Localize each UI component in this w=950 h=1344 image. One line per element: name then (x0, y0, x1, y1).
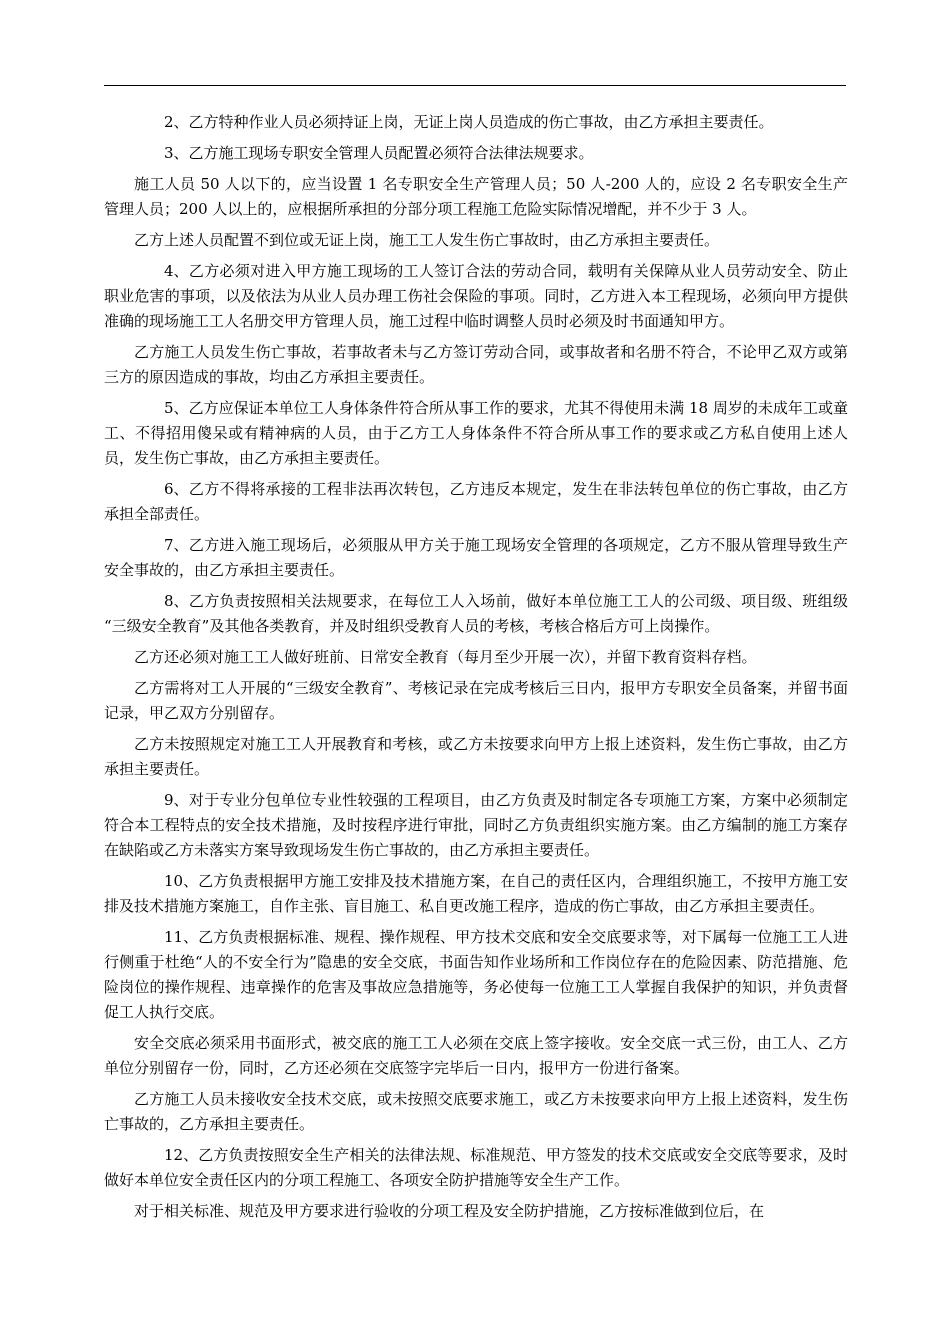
clause-paragraph (104, 1031, 848, 1081)
clause-text: 乙方上述人员配置不到位或无证上岗，施工工人发生伤亡事故时，由乙方承担主要责任。 (134, 231, 720, 249)
clause-paragraph (104, 1087, 848, 1137)
clause-text: 乙方还必须对施工工人做好班前、日常安全教育（每月至少开展一次），并留下教育资料存档。 (134, 648, 757, 666)
clause-number: 12、 (164, 1146, 199, 1164)
clause-text: 乙方负责根据甲方施工安排及技术措施方案，在自己的责任区内，合理组织施工，不按甲方施工安排及技术措施方案施工，自作主张、盲目施工、私自更改施工程序，造成的伤亡事故，由乙方承担主要责任。 (104, 872, 848, 915)
clause-paragraph (104, 1199, 848, 1224)
clause-text: 乙方应保证本单位工人身体条件符合所从事工作的要求，尤其不得使用未满 18 周岁的未成年工或童工、不得招用傻呆或有精神病的人员，由于乙方工人身体条件不符合所从事工作的要求或乙方私自使用上述人员，发生伤亡事故，由乙方承担主要责任。 (104, 399, 848, 467)
clause-paragraph (104, 141, 848, 166)
clause-paragraph (104, 1143, 848, 1193)
clause-paragraph (104, 645, 848, 670)
clause-text: 乙方不得将承接的工程非法再次转包，乙方违反本规定，发生在非法转包单位的伤亡事故，由乙方承担全部责任。 (104, 480, 848, 523)
clause-text: 乙方施工现场专职安全管理人员配置必须符合法律法规要求。 (188, 144, 594, 162)
clause-paragraph (104, 676, 848, 726)
header-rule (104, 85, 846, 86)
clause-number: 5、 (164, 399, 189, 417)
clause-paragraph (104, 110, 848, 135)
clause-paragraph (104, 172, 848, 222)
clause-number: 10、 (164, 872, 199, 890)
clause-text: 安全交底必须采用书面形式，被交底的施工工人必须在交底上签字接收。安全交底一式三份，由工人、乙方单位分别留存一份，同时，乙方还必须在交底签字完毕后一日内，报甲方一份进行备案。 (104, 1034, 848, 1077)
clause-text: 施工人员 50 人以下的，应当设置 1 名专职安全生产管理人员；50 人-200 人的，应设 2 名专职安全生产管理人员；200 人以上的，应根据所承担的分部分项工程施工危险实际情况增配，并不少于 3 人。 (104, 175, 848, 218)
clause-paragraph (104, 228, 848, 253)
clause-number: 9、 (164, 791, 189, 809)
clause-text: 乙方进入施工现场后，必须服从甲方关于施工现场安全管理的各项规定，乙方不服从管理导致生产安全事故的，由乙方承担主要责任。 (104, 536, 848, 579)
clause-number: 2、 (164, 113, 189, 131)
clause-paragraph (104, 732, 848, 782)
clause-paragraph (104, 788, 848, 863)
clause-paragraph (104, 589, 848, 639)
clause-text: 乙方负责按照安全生产相关的法律法规、标准规范、甲方签发的技术交底或安全交底等要求，及时做好本单位安全责任区内的分项工程施工、各项安全防护措施等安全生产工作。 (104, 1146, 848, 1189)
clause-number: 3、 (164, 144, 189, 162)
clause-text: 乙方未按照规定对施工工人开展教育和考核，或乙方未按要求向甲方上报上述资料，发生伤亡事故，由乙方承担主要责任。 (104, 735, 848, 778)
clause-paragraph (104, 925, 848, 1025)
document-body (104, 110, 848, 1230)
clause-text: 乙方施工人员未接收安全技术交底，或未按照交底要求施工，或乙方未按要求向甲方上报上述资料，发生伤亡事故的，乙方承担主要责任。 (104, 1090, 848, 1133)
clause-number: 6、 (164, 480, 189, 498)
clause-number: 7、 (164, 536, 189, 554)
clause-paragraph (104, 869, 848, 919)
clause-text: 乙方必须对进入甲方施工现场的工人签订合法的劳动合同，载明有关保障从业人员劳动安全、防止职业危害的事项，以及依法为从业人员办理工伤社会保险的事项。同时，乙方进入本工程现场，必须向甲方提供准确的现场施工工人名册交甲方管理人员，施工过程中临时调整人员时必须及时书面通知甲方。 (104, 262, 848, 330)
clause-text: 乙方负责根据标准、规程、操作规程、甲方技术交底和安全交底要求等，对下属每一位施工工人进行侧重于杜绝“人的不安全行为”隐患的安全交底，书面告知作业场所和工作岗位存在的危险因素、防范措施、危险岗位的操作规程、违章操作的危害及事故应急措施等，务必使每一位施工工人掌握自我保护的知识，并负责督促工人执行交底。 (104, 928, 848, 1021)
clause-text: 对于相关标准、规范及甲方要求进行验收的分项工程及安全防护措施，乙方按标准做到位后，在 (134, 1202, 765, 1220)
clause-text: 乙方负责按照相关法规要求，在每位工人入场前，做好本单位施工工人的公司级、项目级、班组级 “三级安全教育”及其他各类教育，并及时组织受教育人员的考核，考核合格后方可上岗操作。 (104, 592, 848, 635)
clause-text: 乙方施工人员发生伤亡事故，若事故者未与乙方签订劳动合同，或事故者和名册不符合，不论甲乙双方或第三方的原因造成的事故，均由乙方承担主要责任。 (104, 343, 848, 386)
clause-text: 乙方需将对工人开展的“三级安全教育”、考核记录在完成考核后三日内，报甲方专职安全员备案，并留书面记录，甲乙双方分别留存。 (104, 679, 848, 722)
clause-paragraph (104, 477, 848, 527)
clause-paragraph (104, 259, 848, 334)
clause-paragraph (104, 340, 848, 390)
clause-paragraph (104, 533, 848, 583)
clause-number: 11、 (164, 928, 199, 946)
clause-text: 对于专业分包单位专业性较强的工程项目，由乙方负责及时制定各专项施工方案，方案中必须制定符合本工程特点的安全技术措施，及时按程序进行审批，同时乙方负责组织实施方案。由乙方编制的施工方案存在缺陷或乙方未落实方案导致现场发生伤亡事故的，由乙方承担主要责任。 (104, 791, 848, 859)
clause-number: 8、 (164, 592, 189, 610)
clause-paragraph (104, 396, 848, 471)
clause-number: 4、 (164, 262, 189, 280)
clause-text: 乙方特种作业人员必须持证上岗，无证上岗人员造成的伤亡事故，由乙方承担主要责任。 (188, 113, 774, 131)
